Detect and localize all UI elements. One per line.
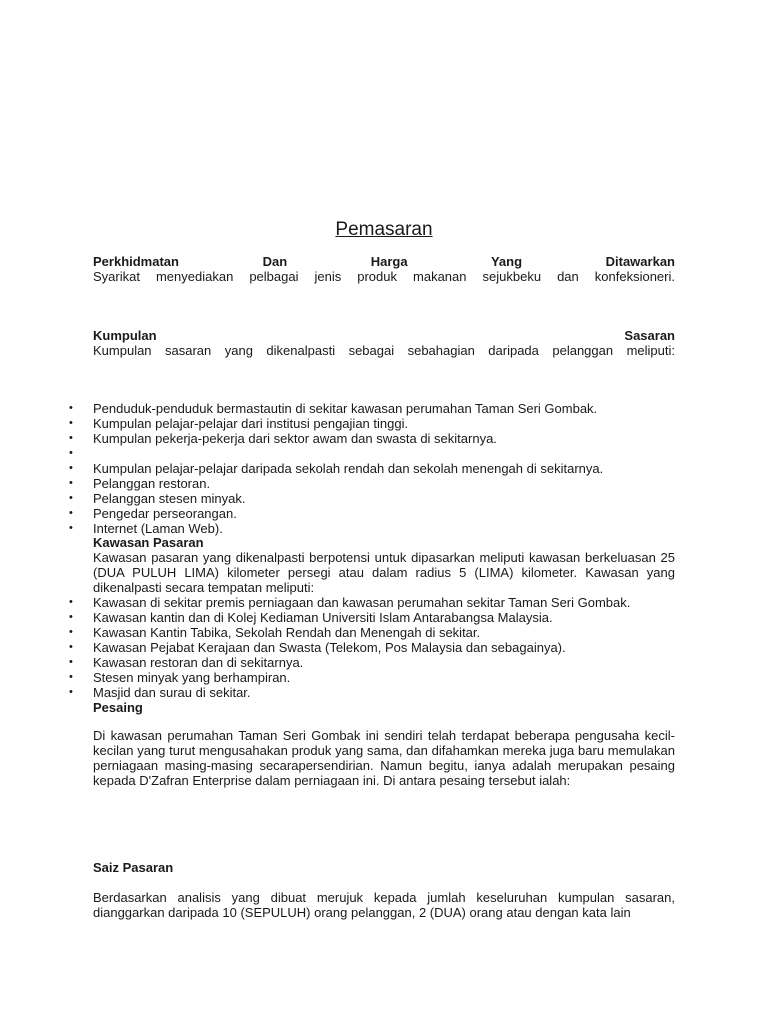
- list-item: • Kumpulan pekerja-pekerja dari sektor awam dan swasta di sekitarnya.: [93, 431, 675, 446]
- section-heading-saiz: Saiz Pasaran: [93, 860, 174, 875]
- section-heading-pesaing: Pesaing: [93, 700, 143, 715]
- list-item: • Kawasan restoran dan di sekitarnya.: [93, 655, 675, 670]
- section-text-pesaing: Di kawasan perumahan Taman Seri Gombak ini sendiri telah terdapat beberapa pengusaha kecil-kecilan yang turut mengusahakan produk yang sama, dan difahamkan mereka juga baru memulakan perniagaan masing-masing secarapersendirian. Namun begitu, ianya adalah merupakan pesaing kepada D'Zafran Enterprise dalam perniagaan ini. Di antara pesaing tersebut ialah:: [93, 728, 675, 788]
- list-item: • Pelanggan restoran.: [93, 476, 675, 491]
- section-perkhidmatan: [93, 254, 675, 284]
- section-kawasan-pasaran: [93, 535, 675, 715]
- list-item: • Pelanggan stesen minyak.: [93, 491, 675, 506]
- list-kumpulan: [93, 401, 675, 536]
- page-title: Pemasaran: [335, 219, 433, 240]
- list-item: • Pengedar perseorangan.: [93, 506, 675, 521]
- section-text-kawasan: Kawasan pasaran yang dikenalpasti berpotensi untuk dipasarkan meliputi kawasan berkeluasan 25 (DUA PULUH LIMA) kilometer persegi atau dalam radius 5 (LIMA) kilometer. Kawasan yang dikenalpasti secara tempatan meliputi:: [93, 550, 675, 595]
- list-item: • Kumpulan pelajar-pelajar dari institusi pengajian tinggi.: [93, 416, 675, 431]
- list-item: [93, 446, 675, 461]
- list-item: • Kawasan Kantin Tabika, Sekolah Rendah dan Menengah di sekitar.: [93, 625, 675, 640]
- heading-left-text: Kumpulan: [93, 328, 157, 343]
- list-item: • Internet (Laman Web).: [93, 521, 675, 536]
- section-kumpulan-sasaran: [93, 328, 675, 358]
- list-item: • Kawasan kantin dan di Kolej Kediaman Universiti Islam Antarabangsa Malaysia.: [93, 610, 675, 625]
- section-text-saiz: Berdasarkan analisis yang dibuat merujuk kepada jumlah keseluruhan kumpulan sasaran, dianggarkan daripada 10 (SEPULUH) orang pelanggan, 2 (DUA) orang atau dengan kata lain: [93, 890, 675, 920]
- section-heading-kawasan: Kawasan Pasaran: [93, 535, 204, 550]
- list-item: • Masjid dan surau di sekitar.: [93, 685, 675, 700]
- section-text-kumpulan: Kumpulan sasaran yang dikenalpasti sebagai sebahagian daripada pelanggan meliputi:: [93, 343, 675, 358]
- heading-right-text: Sasaran: [624, 328, 675, 343]
- list-item: • Stesen minyak yang berhampiran.: [93, 670, 675, 685]
- list-item: • Kawasan Pejabat Kerajaan dan Swasta (Telekom, Pos Malaysia dan sebagainya).: [93, 640, 675, 655]
- section-heading-perkhidmatan: Perkhidmatan Dan Harga Yang Ditawarkan: [93, 254, 675, 269]
- section-text-perkhidmatan: Syarikat menyediakan pelbagai jenis produk makanan sejukbeku dan konfeksioneri.: [93, 269, 675, 284]
- list-item: • Kumpulan pelajar-pelajar daripada sekolah rendah dan sekolah menengah di sekitarnya.: [93, 461, 675, 476]
- list-item: • Penduduk-penduduk bermastautin di sekitar kawasan perumahan Taman Seri Gombak.: [93, 401, 675, 416]
- list-item: • Kawasan di sekitar premis perniagaan dan kawasan perumahan sekitar Taman Seri Gombak.: [93, 595, 675, 610]
- section-heading-kumpulan: [93, 328, 675, 343]
